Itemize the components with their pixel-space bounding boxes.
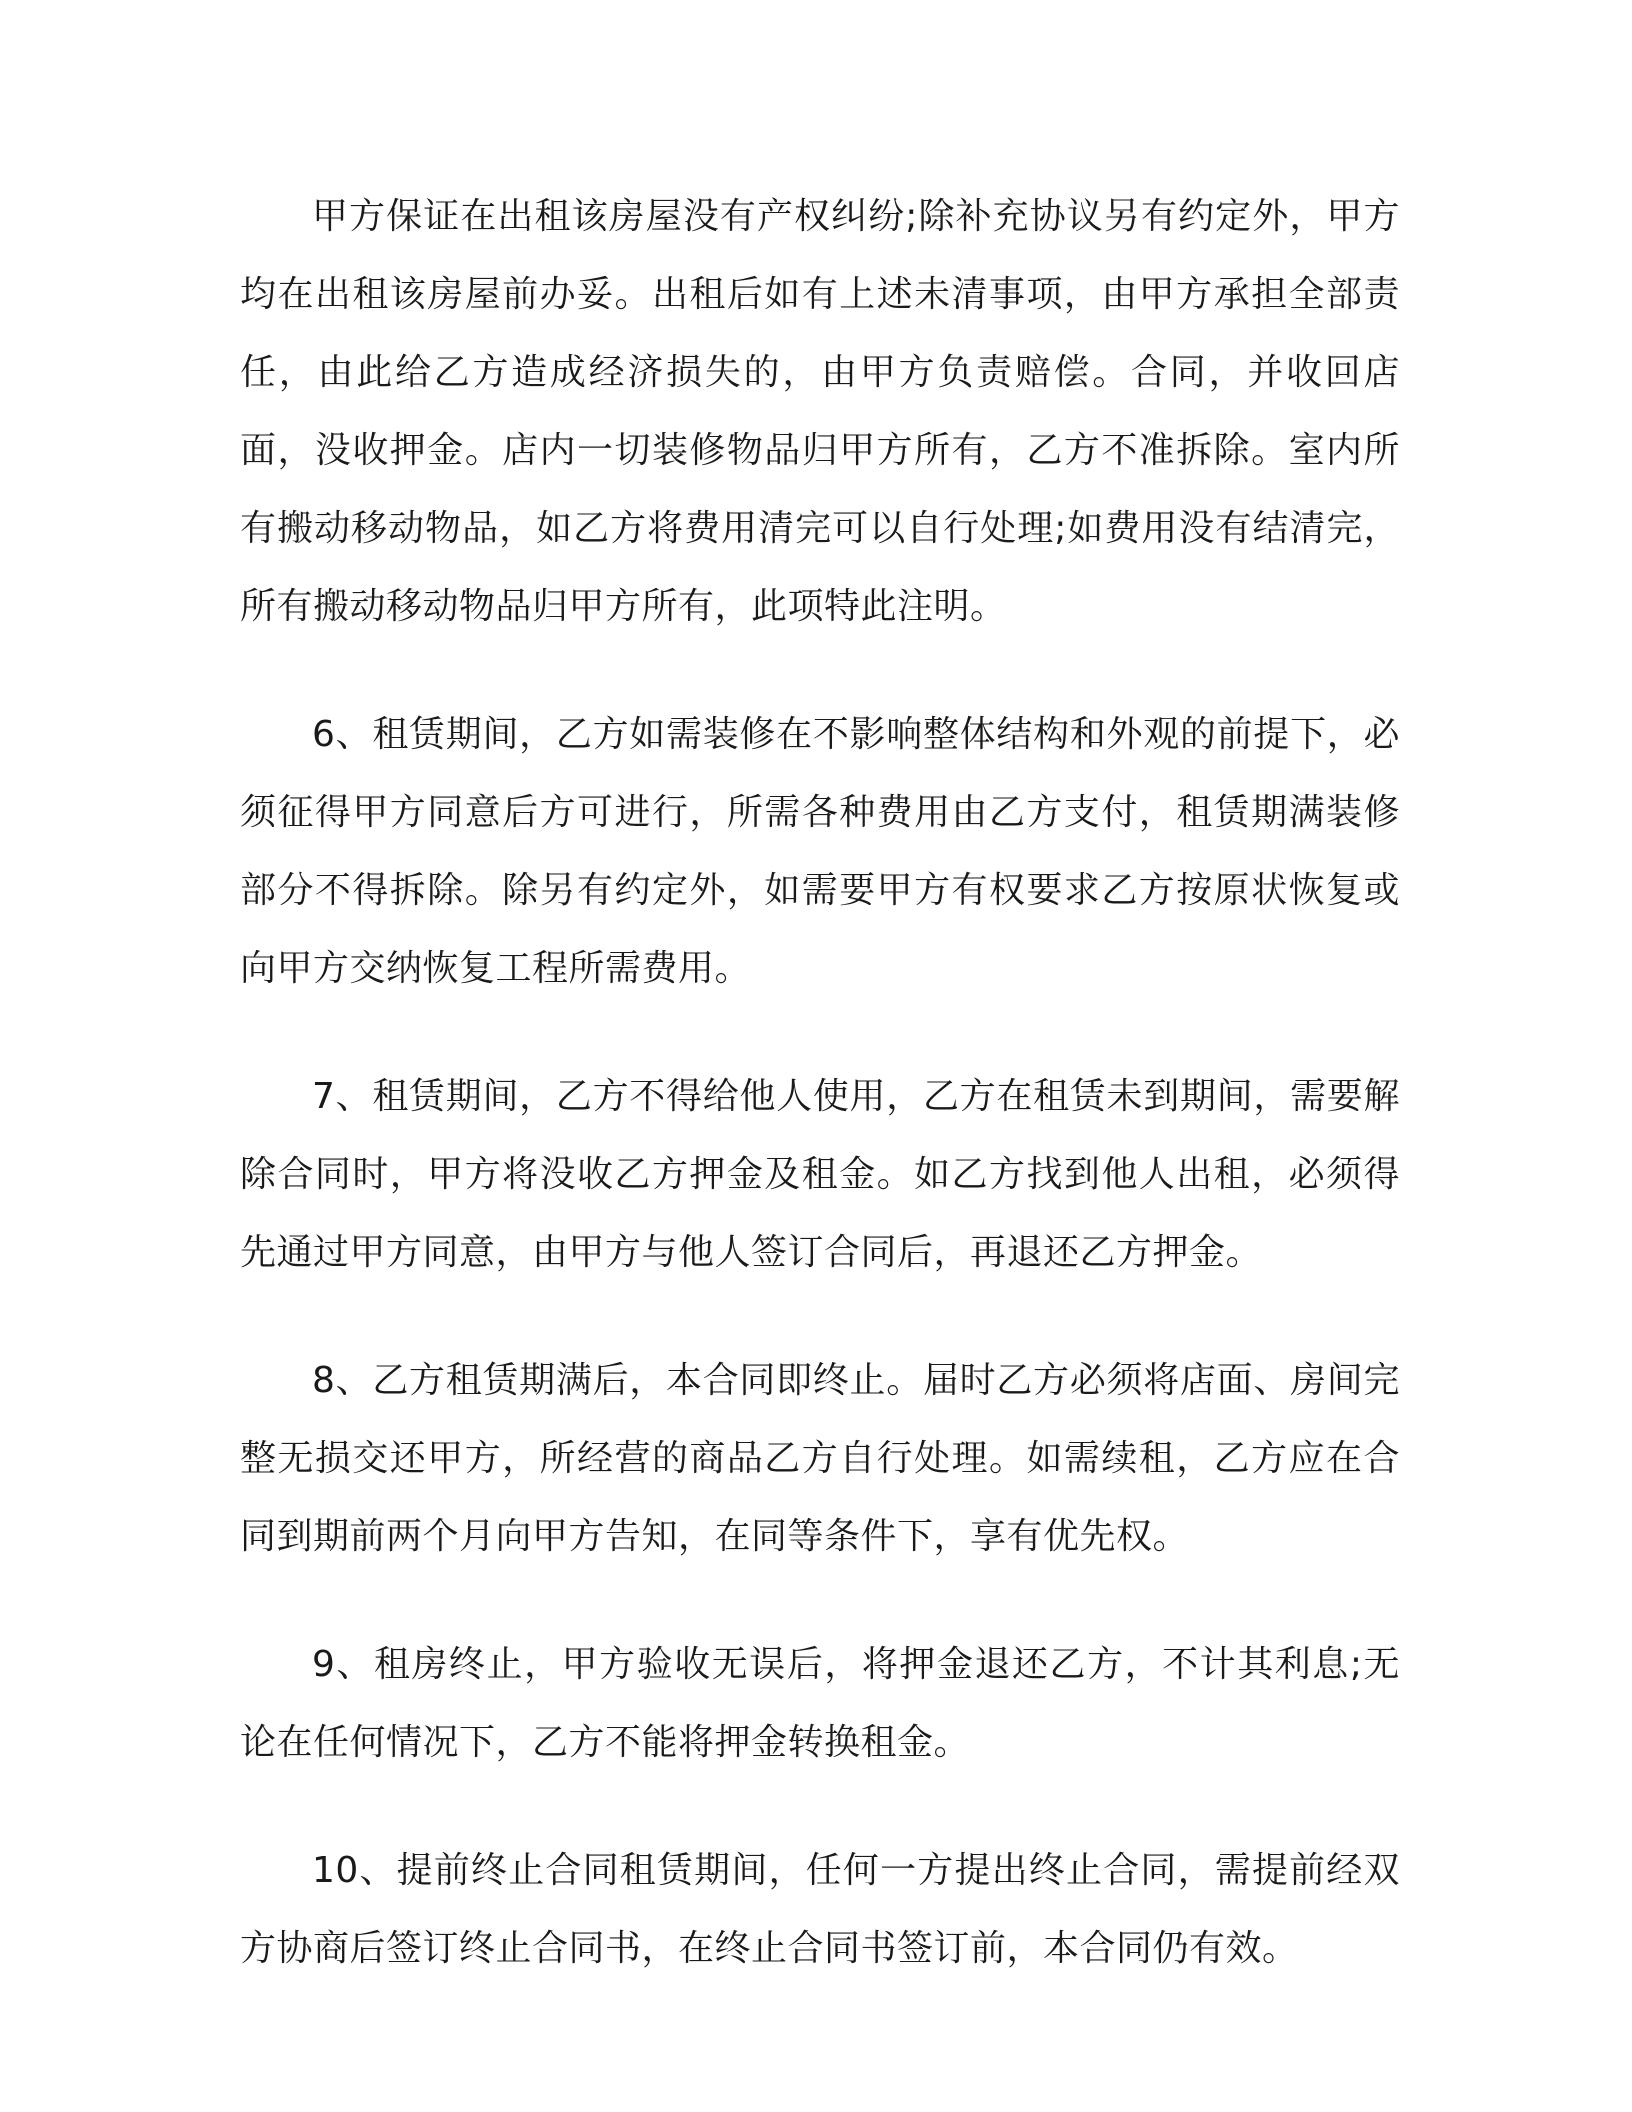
document-body — [240, 178, 1400, 1988]
paragraph-clause-9: 9、租房终止，甲方验收无误后，将押金退还乙方，不计其利息;无论在任何情况下，乙方不能将押金转换租金。 — [240, 1644, 1400, 1763]
paragraph-clause-8: 8、乙方租赁期满后，本合同即终止。届时乙方必须将店面、房间完整无损交还甲方，所经营的商品乙方自行处理。如需续租，乙方应在合同到期前两个月向甲方告知，在同等条件下，享有优先权。 — [240, 1360, 1400, 1557]
paragraph-warranty: 甲方保证在出租该房屋没有产权纠纷;除补充协议另有约定外，甲方均在出租该房屋前办妥。出租后如有上述未清事项，由甲方承担全部责任，由此给乙方造成经济损失的，由甲方负责赔偿。合同，并收回店面，没收押金。店内一切装修物品归甲方所有，乙方不准拆除。室内所有搬动移动物品，如乙方将费用清完可以自行处理;如费用没有结清完，所有搬动移动物品归甲方所有，此项特此注明。 — [240, 196, 1400, 627]
paragraph-clause-6: 6、租赁期间，乙方如需装修在不影响整体结构和外观的前提下，必须征得甲方同意后方可进行，所需各种费用由乙方支付，租赁期满装修部分不得拆除。除另有约定外，如需要甲方有权要求乙方按原状恢复或向甲方交纳恢复工程所需费用。 — [240, 714, 1400, 989]
paragraph-clause-10: 10、提前终止合同租赁期间，任何一方提出终止合同，需提前经双方协商后签订终止合同书，在终止合同书签订前，本合同仍有效。 — [240, 1850, 1400, 1969]
paragraph-clause-7: 7、租赁期间，乙方不得给他人使用，乙方在租赁未到期间，需要解除合同时，甲方将没收乙方押金及租金。如乙方找到他人出租，必须得先通过甲方同意，由甲方与他人签订合同后，再退还乙方押金。 — [240, 1076, 1400, 1273]
